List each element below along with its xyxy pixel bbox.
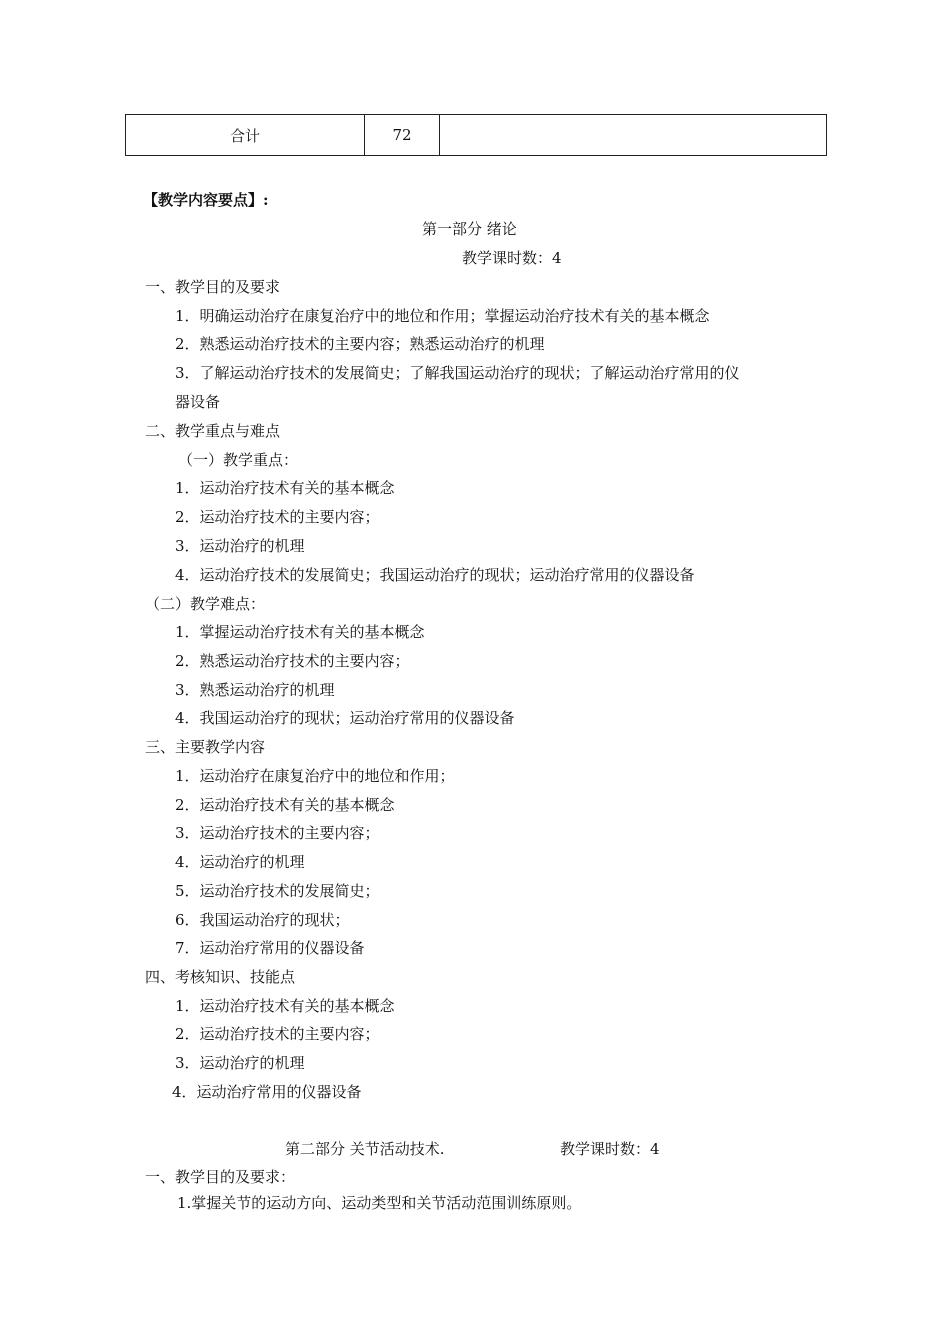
- list-item-continuation: 器设备: [175, 393, 221, 411]
- list-item: 1.掌握关节的运动方向、运动类型和关节活动范围训练原则。: [177, 1194, 582, 1212]
- total-row: [126, 115, 827, 156]
- list-item: 3．运动治疗的机理: [175, 537, 305, 555]
- key-points-heading: 【教学内容要点】:: [143, 191, 269, 209]
- total-label: 合计: [126, 115, 365, 156]
- list-item: 4．运动治疗常用的仪器设备: [172, 1083, 362, 1101]
- list-item: 1．明确运动治疗在康复治疗中的地位和作用；掌握运动治疗技术有关的基本概念: [175, 307, 710, 325]
- list-item: 3．了解运动治疗技术的发展简史；了解我国运动治疗的现状；了解运动治疗常用的仪: [175, 364, 740, 382]
- list-item: 5．运动治疗技术的发展简史；: [175, 882, 380, 900]
- key-points-subheading: （一）教学重点：: [178, 451, 299, 469]
- list-item: 1．掌握运动治疗技术有关的基本概念: [175, 623, 425, 641]
- part2-hours: 教学课时数：4: [560, 1140, 660, 1158]
- list-item: 2．运动治疗技术的主要内容；: [175, 1025, 380, 1043]
- part1-assessment-heading: 四、考核知识、技能点: [145, 968, 296, 986]
- list-item: 3．运动治疗技术的主要内容；: [175, 824, 380, 842]
- part1-title: 第一部分 绪论: [422, 220, 517, 238]
- part1-focus-heading: 二、教学重点与难点: [145, 422, 281, 440]
- list-item: 1．运动治疗在康复治疗中的地位和作用；: [175, 767, 455, 785]
- list-item: 2．熟悉运动治疗技术的主要内容；: [175, 652, 410, 670]
- part1-hours: 教学课时数：4: [462, 249, 562, 267]
- list-item: 4．运动治疗的机理: [175, 853, 305, 871]
- list-item: 2．运动治疗技术有关的基本概念: [175, 796, 395, 814]
- list-item: 1．运动治疗技术有关的基本概念: [175, 479, 395, 497]
- list-item: 2．运动治疗技术的主要内容；: [175, 508, 380, 526]
- list-item: 4．我国运动治疗的现状；运动治疗常用的仪器设备: [175, 709, 515, 727]
- list-item: 7．运动治疗常用的仪器设备: [175, 939, 365, 957]
- list-item: 2．熟悉运动治疗技术的主要内容；熟悉运动治疗的机理: [175, 335, 545, 353]
- total-note: [440, 115, 827, 156]
- difficult-points-subheading: （二）教学难点：: [145, 595, 266, 613]
- list-item: 6．我国运动治疗的现状；: [175, 911, 350, 929]
- part2-objectives-heading: 一、教学目的及要求：: [145, 1168, 296, 1186]
- list-item: 3．运动治疗的机理: [175, 1054, 305, 1072]
- total-hours-table: [125, 114, 827, 156]
- list-item: 1．运动治疗技术有关的基本概念: [175, 997, 395, 1015]
- part1-objectives-heading: 一、教学目的及要求: [145, 278, 281, 296]
- list-item: 3．熟悉运动治疗的机理: [175, 681, 335, 699]
- list-item: 4．运动治疗技术的发展简史；我国运动治疗的现状；运动治疗常用的仪器设备: [175, 566, 695, 584]
- part1-content-heading: 三、主要教学内容: [145, 738, 266, 756]
- part2-title: 第二部分 关节活动技术.: [285, 1140, 445, 1158]
- total-hours: 72: [365, 115, 440, 156]
